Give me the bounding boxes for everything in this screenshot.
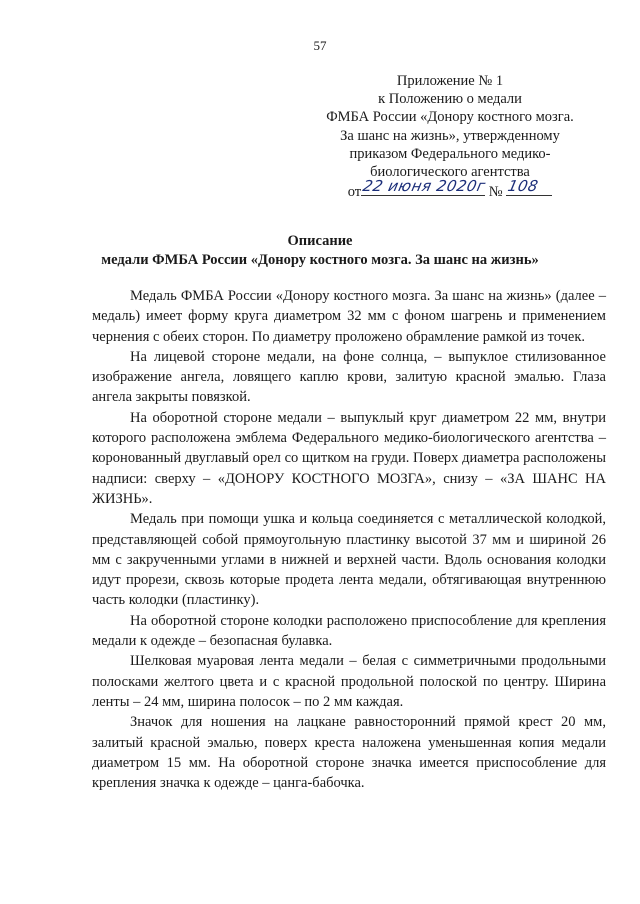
date-prefix: от bbox=[347, 184, 362, 201]
appendix-line: ФМБА России «Донору костного мозга. bbox=[326, 109, 574, 126]
paragraph: На оборотной стороне медали – выпуклый круг диаметром 22 мм, внутри которого расположена эмблема Федерального медико-биологического агентства – коронованный двуглавый орел со щитком на груди. Поверх диаметра расположены надписи: сверху – «ДОНОРУ КОСТНОГО МОЗГА», снизу – «ЗА ШАНС НА ЖИЗНЬ». bbox=[92, 409, 606, 507]
paragraph: На оборотной стороне колодки расположено приспособление для крепления медали к одежде – безопасная булавка. bbox=[92, 612, 606, 650]
document-body bbox=[92, 286, 606, 793]
handwritten-date: 22 июня 2020г bbox=[361, 177, 488, 196]
paragraph: Значок для ношения на лацкане равносторонний прямой крест 20 мм, залитый красной эмалью, поверх креста наложена уменьшенная копия медали диаметром 15 мм. На оборотной стороне значка имеется приспособление для крепления значка к одежде – цанга-бабочка. bbox=[92, 714, 606, 792]
appendix-line: к Положению о медали bbox=[378, 91, 522, 108]
handwritten-number: 108 bbox=[506, 177, 541, 196]
date-blank bbox=[361, 177, 488, 196]
number-blank bbox=[506, 177, 552, 196]
document-title bbox=[0, 232, 640, 270]
number-prefix: № bbox=[488, 184, 503, 201]
appendix-header bbox=[300, 72, 600, 201]
title-line-1: Описание bbox=[287, 233, 353, 249]
paragraph: Медаль при помощи ушка и кольца соединяется с металлической колодкой, представляющей собой прямоугольную пластинку высотой 37 мм и шириной 26 мм с закрученными углами в нижней и верхней части. Вдоль основания колодки идут прорези, сквозь которые продета лента медали, обтягивающая внутреннюю часть колодки (пластинку). bbox=[92, 511, 606, 609]
paragraph: На лицевой стороне медали, на фоне солнца, – выпуклое стилизованное изображение ангела, ловящего каплю крови, залитую красной эмалью. Глаза ангела закрыты повязкой. bbox=[92, 348, 606, 406]
page-number: 57 bbox=[313, 38, 327, 53]
appendix-line: биологического агентства bbox=[370, 164, 530, 181]
paragraph: Шелковая муаровая лента медали – белая с симметричными продольными полосками желтого цвета и с красной продольной полоской по центру. Ширина ленты – 24 мм, ширина полосок – по 2 мм каждая. bbox=[92, 653, 606, 710]
appendix-line: За шанс на жизнь», утвержденному bbox=[340, 127, 560, 144]
appendix-line: Приложение № 1 bbox=[396, 73, 504, 89]
title-line-2: медали ФМБА России «Донору костного мозга. За шанс на жизнь» bbox=[101, 252, 539, 268]
paragraph: Медаль ФМБА России «Донору костного мозга. За шанс на жизнь» (далее – медаль) имеет форму круга диаметром 32 мм с фоном шагрень и применением чернения с обеих сторон. По диаметру проложено обрамление рамкой из точек. bbox=[92, 288, 606, 345]
order-date-line bbox=[300, 177, 600, 201]
appendix-line: приказом Федерального медико- bbox=[349, 145, 551, 162]
